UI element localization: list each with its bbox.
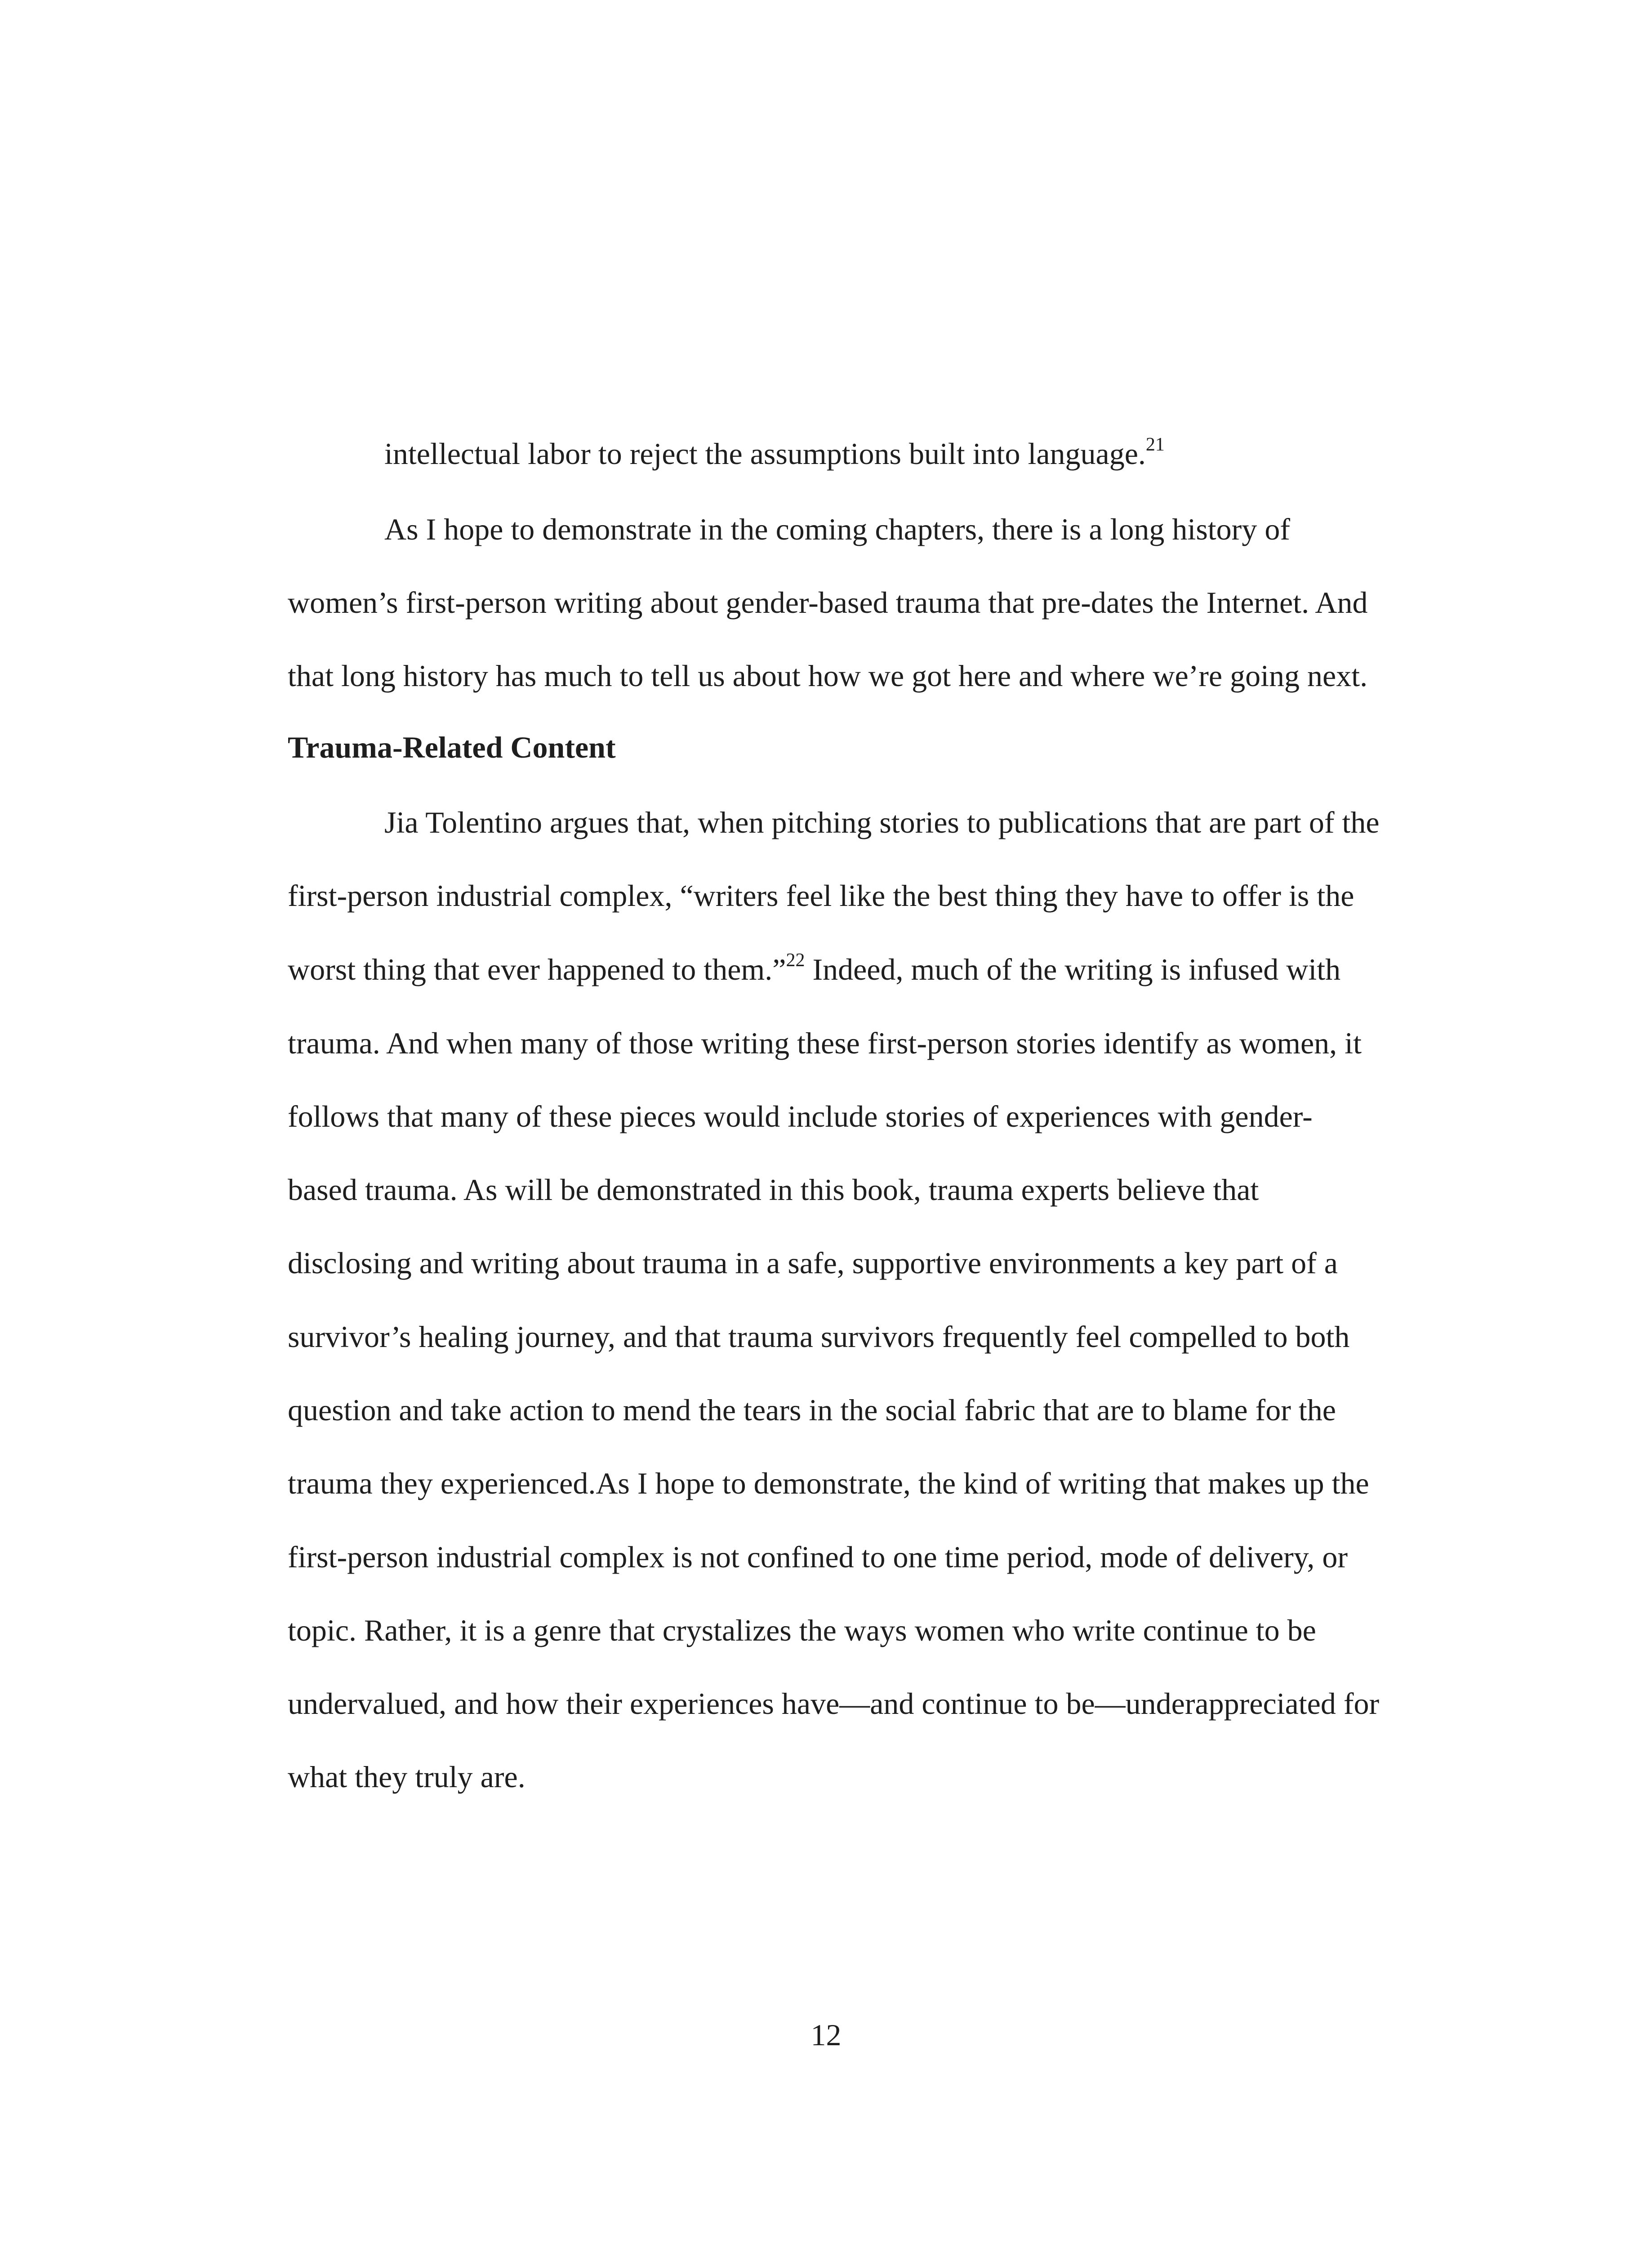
text-line: disclosing and writing about trauma in a safe, supportive environments a key part of a — [288, 1246, 1338, 1280]
text-line: trauma. And when many of those writing these first-person stories identify as women, it — [288, 1026, 1362, 1060]
line-text: worst thing that ever happened to them.” — [288, 952, 786, 986]
page-number: 12 — [810, 2018, 842, 2052]
text-line: Jia Tolentino argues that, when pitching stories to publications that are part of the — [384, 805, 1380, 839]
text-line — [288, 950, 1341, 986]
text-line: follows that many of these pieces would include stories of experiences with gender- — [288, 1099, 1313, 1133]
text-line: As I hope to demonstrate in the coming chapters, there is a long history of — [384, 512, 1290, 546]
footnote-marker: 21 — [1145, 434, 1165, 455]
text-line: based trauma. As will be demonstrated in this book, trauma experts believe that — [288, 1173, 1259, 1207]
text-line: topic. Rather, it is a genre that crystalizes the ways women who write continue to be — [288, 1613, 1316, 1647]
text-line: women’s first-person writing about gender-based trauma that pre-dates the Internet. And — [288, 585, 1368, 620]
text-line: first-person industrial complex is not confined to one time period, mode of delivery, or — [288, 1540, 1348, 1574]
text-line: undervalued, and how their experiences have—and continue to be—underappreciated for — [288, 1686, 1380, 1721]
footnote-marker: 22 — [786, 950, 805, 971]
line-text: Indeed, much of the writing is infused with — [805, 952, 1341, 986]
text-line: that long history has much to tell us about how we got here and where we’re going next. — [288, 659, 1368, 693]
line-text: intellectual labor to reject the assumptions built into language. — [384, 437, 1146, 471]
text-line: what they truly are. — [288, 1760, 525, 1794]
text-line: trauma they experienced.As I hope to demonstrate, the kind of writing that makes up the — [288, 1466, 1369, 1500]
section-heading: Trauma-Related Content — [288, 730, 616, 764]
text-line: question and take action to mend the tears in the social fabric that are to blame for the — [288, 1393, 1336, 1427]
text-line: survivor’s healing journey, and that trauma survivors frequently feel compelled to both — [288, 1320, 1350, 1354]
text-line — [384, 434, 1165, 471]
text-line: first-person industrial complex, “writers feel like the best thing they have to offer is the — [288, 879, 1354, 913]
